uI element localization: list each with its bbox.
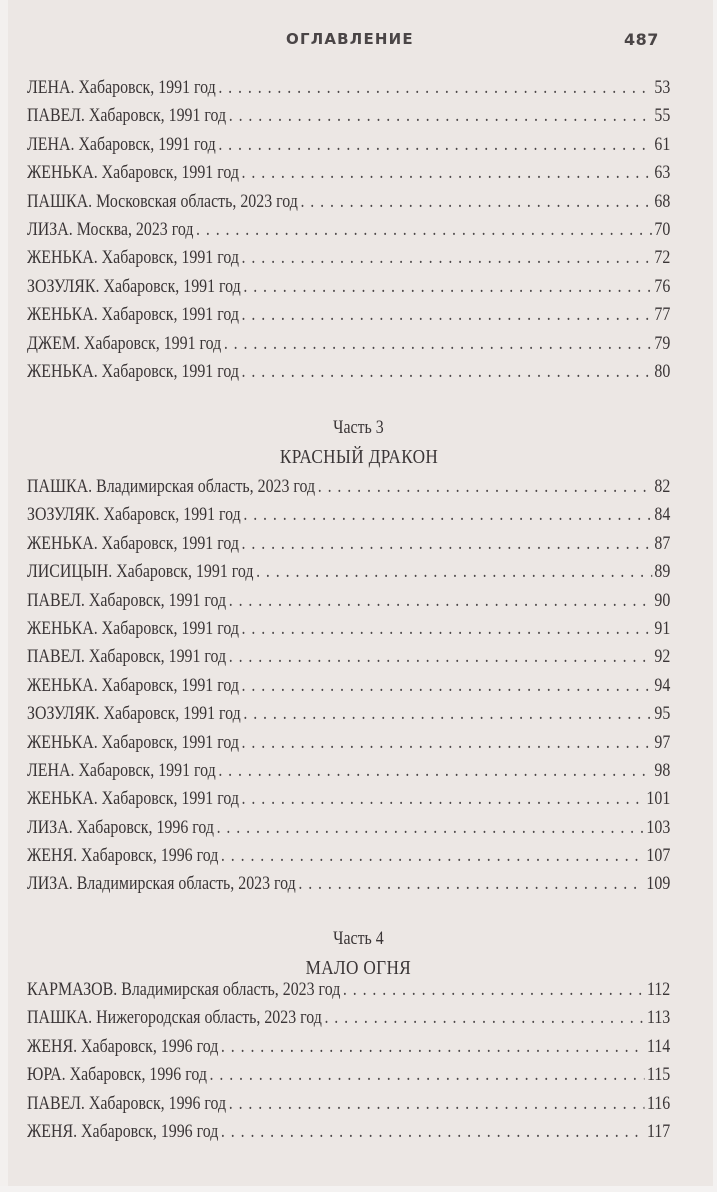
dot-leader	[318, 477, 652, 498]
entry-label: ЖЕНЯ. Хабаровск, 1996 год	[27, 1121, 219, 1142]
dot-leader	[229, 1094, 645, 1115]
dot-leader	[243, 277, 651, 298]
entry-page: 55	[654, 106, 671, 127]
entry-label: ЖЕНЯ. Хабаровск, 1996 год	[27, 846, 219, 867]
entry-page: 107	[646, 846, 671, 867]
dot-leader	[242, 676, 652, 697]
toc-entry[interactable]	[27, 334, 670, 362]
entry-page: 113	[646, 1008, 671, 1029]
toc-part-4	[27, 980, 671, 1150]
dot-leader	[298, 874, 643, 895]
entry-page: 53	[654, 78, 671, 98]
dot-leader	[256, 562, 652, 583]
entry-label: ЛИСИЦЫН. Хабаровск, 1991 год	[27, 562, 254, 583]
entry-label: ЖЕНЬКА. Хабаровск, 1991 год	[27, 248, 239, 269]
toc-entry[interactable]	[27, 192, 670, 220]
entry-page: 98	[654, 760, 671, 781]
toc-entry[interactable]	[27, 846, 670, 874]
entry-label: ПАВЕЛ. Хабаровск, 1996 год	[27, 1093, 227, 1114]
toc-entry[interactable]	[27, 1122, 670, 1150]
entry-page: 116	[646, 1093, 671, 1114]
dot-leader	[242, 733, 652, 754]
entry-page: 70	[654, 219, 671, 240]
dot-leader	[242, 362, 652, 383]
entry-page: 77	[654, 305, 671, 326]
entry-label: ЛИЗА. Москва, 2023 год	[27, 219, 194, 240]
entry-label: ЮРА. Хабаровск, 1996 год	[27, 1065, 207, 1086]
dot-leader	[300, 192, 651, 213]
toc-entry[interactable]	[27, 163, 670, 191]
entry-label: ЖЕНЬКА. Хабаровск, 1991 год	[27, 732, 239, 753]
entry-label: ЖЕНЯ. Хабаровск, 1996 год	[27, 1036, 219, 1057]
entry-label: ЖЕНЬКА. Хабаровск, 1991 год	[27, 361, 239, 382]
toc-entry[interactable]	[27, 78, 670, 106]
dot-leader	[209, 1065, 644, 1086]
entry-page: 117	[646, 1121, 671, 1142]
entry-page: 90	[654, 590, 671, 611]
dot-leader	[242, 619, 652, 640]
entry-label: ПАШКА. Владимирская область, 2023 год	[27, 477, 316, 497]
dot-leader	[196, 220, 652, 241]
part-title-heading	[0, 957, 717, 980]
entry-page: 76	[654, 276, 671, 297]
dot-leader	[242, 163, 652, 184]
entry-label: ЛЕНА. Хабаровск, 1991 год	[27, 78, 216, 98]
entry-label: ЖЕНЬКА. Хабаровск, 1991 год	[27, 163, 239, 184]
page-number: 487	[624, 30, 659, 49]
entry-label: ЗОЗУЛЯК. Хабаровск, 1991 год	[27, 276, 241, 297]
toc-part-3	[27, 477, 671, 903]
toc-entry[interactable]	[27, 362, 670, 390]
entry-label: ЖЕНЬКА. Хабаровск, 1991 год	[27, 533, 239, 554]
dot-leader	[343, 980, 645, 1001]
entry-label: ЛИЗА. Хабаровск, 1996 год	[27, 817, 215, 838]
toc-entry[interactable]	[27, 761, 670, 789]
toc-entry[interactable]	[27, 135, 670, 163]
dot-leader	[221, 1037, 644, 1058]
entry-page: 97	[654, 732, 671, 753]
toc-entry[interactable]	[27, 789, 670, 817]
dot-leader	[324, 1008, 644, 1029]
toc-entry[interactable]	[27, 980, 670, 1008]
entry-label: ПАВЕЛ. Хабаровск, 1991 год	[27, 590, 227, 611]
toc-entry[interactable]	[27, 505, 670, 533]
dot-leader	[229, 106, 652, 127]
dot-leader	[229, 591, 652, 612]
dot-leader	[217, 818, 644, 839]
entry-label: КАРМАЗОВ. Владимирская область, 2023 год	[27, 980, 341, 1000]
dot-leader	[224, 334, 652, 355]
entry-page: 109	[646, 874, 671, 895]
page-edge-right	[713, 0, 717, 1192]
toc-entry[interactable]	[27, 220, 670, 248]
entry-page: 87	[654, 533, 671, 554]
entry-label: ЗОЗУЛЯК. Хабаровск, 1991 год	[27, 704, 241, 725]
dot-leader	[218, 78, 651, 99]
part-number-heading	[0, 929, 717, 950]
entry-page: 84	[654, 505, 671, 526]
dot-leader	[243, 704, 651, 725]
entry-page: 95	[654, 704, 671, 725]
entry-page: 112	[646, 980, 671, 1000]
toc-entry[interactable]	[27, 534, 670, 562]
toc-entry[interactable]	[27, 591, 670, 619]
entry-label: ЖЕНЬКА. Хабаровск, 1991 год	[27, 789, 239, 810]
toc-entry[interactable]	[27, 676, 670, 704]
toc-entry[interactable]	[27, 1065, 670, 1093]
entry-page: 61	[654, 134, 671, 155]
entry-label: ЛЕНА. Хабаровск, 1991 год	[27, 134, 216, 155]
toc-entry[interactable]	[27, 619, 670, 647]
dot-leader	[242, 305, 652, 326]
entry-page: 89	[654, 562, 671, 583]
toc-entry[interactable]	[27, 704, 670, 732]
page-edge-bottom	[0, 1186, 717, 1192]
entry-label: ЖЕНЬКА. Хабаровск, 1991 год	[27, 618, 239, 639]
entry-page: 103	[646, 817, 671, 838]
toc-entry[interactable]	[27, 1037, 670, 1065]
dot-leader	[229, 647, 652, 668]
part-number: Часть 4	[333, 929, 384, 949]
toc-entry[interactable]	[27, 1008, 670, 1036]
dot-leader	[242, 248, 652, 269]
dot-leader	[221, 1122, 644, 1143]
toc-entry[interactable]	[27, 106, 670, 134]
toc-entry[interactable]	[27, 647, 670, 675]
entry-page: 82	[654, 477, 671, 497]
entry-page: 101	[646, 789, 671, 810]
dot-leader	[243, 505, 651, 526]
part-number-heading	[0, 418, 717, 439]
toc-entry[interactable]	[27, 733, 670, 761]
entry-page: 92	[654, 647, 671, 668]
entry-page: 114	[646, 1036, 671, 1057]
entry-page: 115	[646, 1065, 671, 1086]
entry-label: ДЖЕМ. Хабаровск, 1991 год	[27, 333, 222, 354]
entry-page: 94	[654, 675, 671, 696]
entry-label: ПАШКА. Нижегородская область, 2023 год	[27, 1008, 322, 1029]
page-edge-left	[0, 0, 8, 1192]
entry-page: 79	[654, 333, 671, 354]
entry-label: ЛЕНА. Хабаровск, 1991 год	[27, 760, 216, 781]
toc-entry[interactable]	[27, 874, 670, 902]
dot-leader	[242, 789, 644, 810]
toc-section-continued	[27, 78, 671, 390]
toc-entry[interactable]	[27, 277, 670, 305]
entry-page: 63	[654, 163, 671, 184]
entry-label: ПАВЕЛ. Хабаровск, 1991 год	[27, 647, 227, 668]
part-number: Часть 3	[333, 418, 384, 438]
entry-label: ЗОЗУЛЯК. Хабаровск, 1991 год	[27, 505, 241, 526]
part-title: КРАСНЫЙ ДРАКОН	[279, 446, 438, 468]
toc-entry[interactable]	[27, 818, 670, 846]
dot-leader	[242, 534, 652, 555]
dot-leader	[218, 135, 651, 156]
part-title-heading	[0, 446, 717, 469]
entry-label: ЖЕНЬКА. Хабаровск, 1991 год	[27, 675, 239, 696]
toc-entry[interactable]	[27, 562, 670, 590]
entry-page: 68	[654, 191, 671, 212]
entry-label: ПАШКА. Московская область, 2023 год	[27, 191, 298, 212]
running-head	[0, 30, 717, 54]
dot-leader	[221, 846, 644, 867]
entry-label: ЛИЗА. Владимирская область, 2023 год	[27, 874, 296, 895]
running-head-title: ОГЛАВЛЕНИЕ	[286, 30, 414, 48]
entry-page: 80	[654, 361, 671, 382]
toc-entry[interactable]	[27, 248, 670, 276]
part-title: МАЛО ОГНЯ	[305, 957, 412, 979]
dot-leader	[218, 761, 651, 782]
toc-entry[interactable]	[27, 1094, 670, 1122]
toc-entry[interactable]	[27, 477, 670, 505]
toc-entry[interactable]	[27, 305, 670, 333]
entry-page: 72	[654, 248, 671, 269]
entry-page: 91	[654, 618, 671, 639]
entry-label: ПАВЕЛ. Хабаровск, 1991 год	[27, 106, 227, 127]
entry-label: ЖЕНЬКА. Хабаровск, 1991 год	[27, 305, 239, 326]
